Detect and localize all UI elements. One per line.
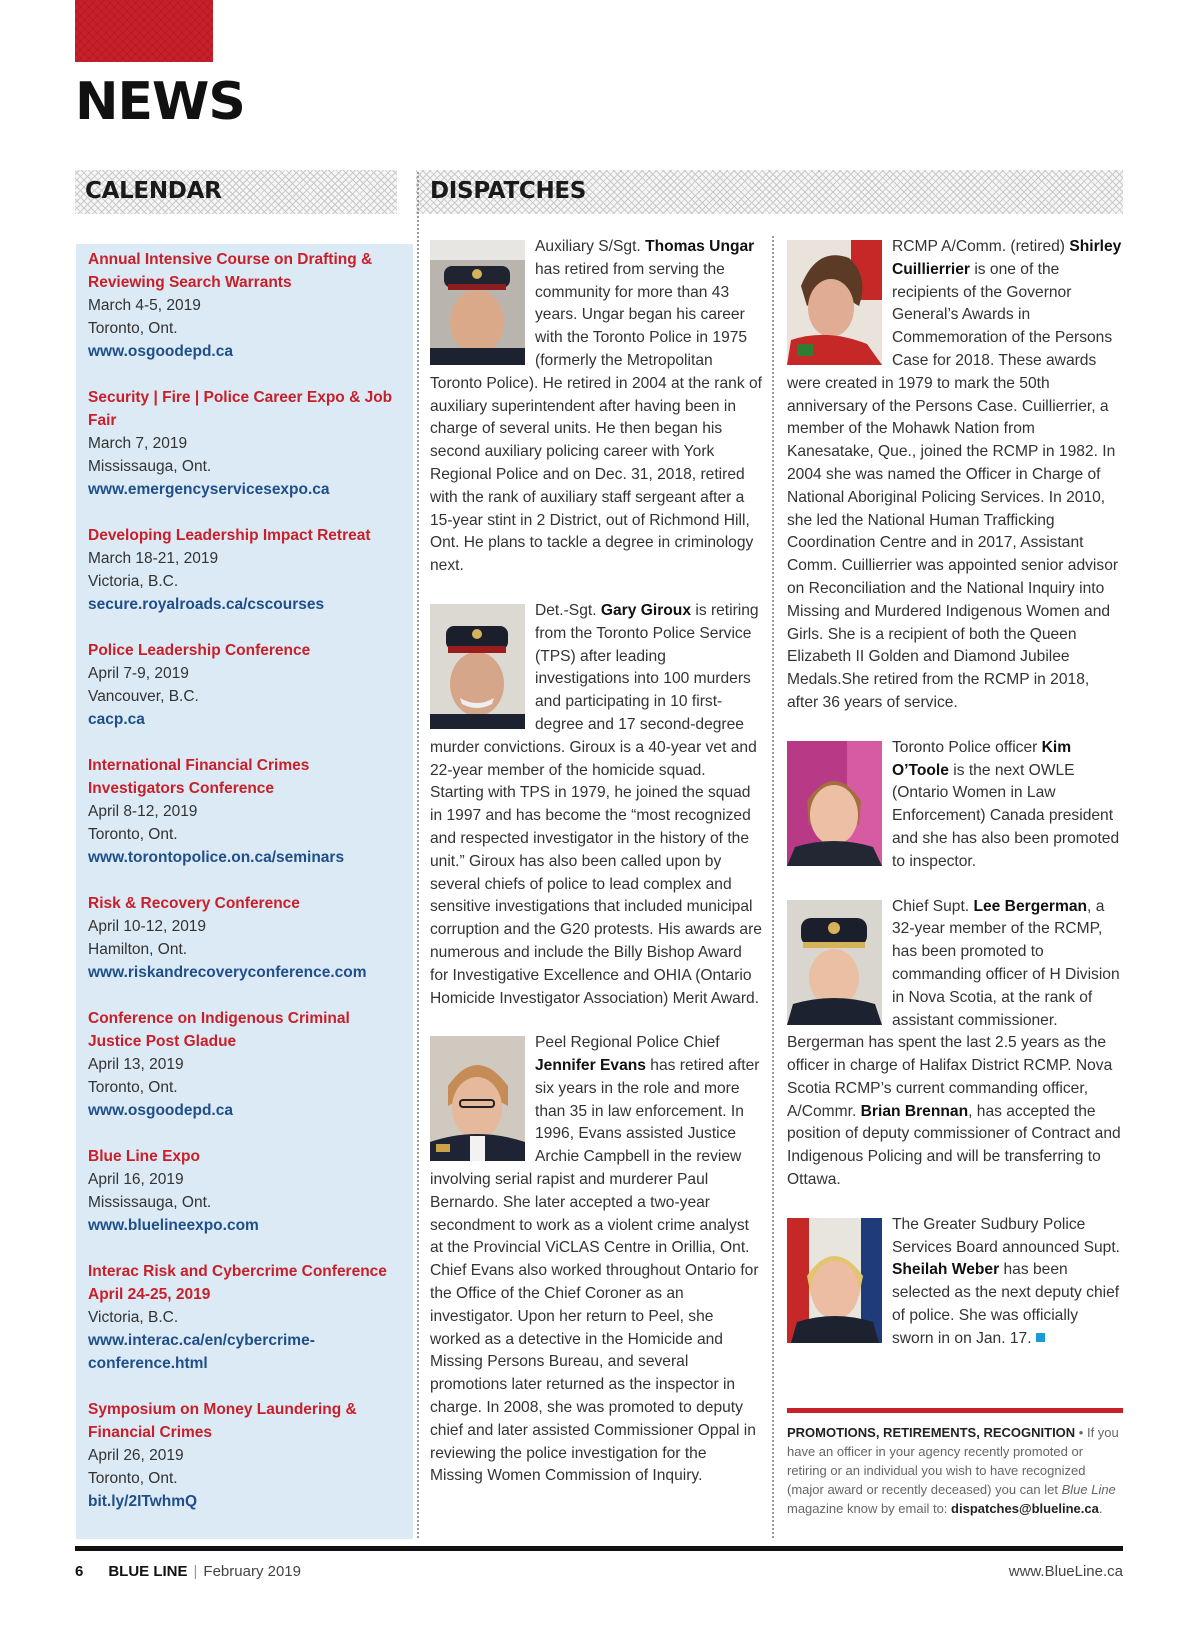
note-period: .: [1098, 1501, 1103, 1516]
dispatch-item: [787, 1214, 1123, 1351]
dispatches-heading: DISPATCHES: [430, 178, 587, 204]
calendar-event: [88, 248, 401, 363]
section-title: NEWS: [75, 72, 245, 132]
dispatch-item: [430, 600, 762, 1010]
dispatch-intro: Auxiliary S/Sgt.: [535, 238, 646, 255]
dispatch-intro: Det.-Sgt.: [535, 601, 601, 619]
dispatch-body: has retired after six years in the role and more than 35 in law enforcement. In 1996, Evans assisted Justice Archie Campbell in the review involving serial rapist and murderer Paul Bernardo. She later accepted a two-year secondment to work as a violent crime analyst at the Provincial ViCLAS Centre in Orillia, Ont. Chief Evans also worked throughout Ontario for the Office of the Chief Coroner as an investigator. Upon her return to Peel, she worked as a detective in the Homicide and Missing Persons Bureau, and several promotions later returned as the inspector in charge. In 2008, she was promoted to deputy chief and later assisted Commissioner Oppal in reviewing the police investigation for the Missing Women Commission of Inquiry.: [430, 1057, 760, 1485]
dispatch-body: has retired from serving the community for more than 43 years. Ungar began his career with the Toronto Police in 1975 (formerly the Metropolitan Toronto Police). He retired in 2004 at the rank of auxiliary superintendent after having been in charge of several units. He then began his second auxiliary policing career with York Regional Police and on Dec. 31, 2018, retired with the rank of auxiliary staff sergeant after a 15-year stint in 2 District, out of Richmond Hill, Ont. He plans to tackle a degree in criminology next.: [430, 260, 762, 575]
section-color-block: [75, 0, 213, 62]
event-date: March 4-5, 2019: [88, 297, 201, 314]
note-heading: PROMOTIONS, RETIREMENTS, RECOGNITION: [787, 1425, 1076, 1440]
event-date: March 18-21, 2019: [88, 550, 219, 567]
dispatch-intro: Peel Regional Police Chief: [535, 1034, 720, 1052]
column-divider-left: [417, 172, 419, 1538]
event-title: Conference on Indigenous Criminal Justice Post Gladue: [88, 1010, 350, 1050]
dispatch-intro: RCMP A/Comm. (retired): [892, 238, 1070, 255]
officer-name: Sheilah Weber: [892, 1261, 1000, 1279]
calendar-panel: [76, 244, 413, 1539]
officer-name-secondary: Brian Brennan: [860, 1102, 969, 1120]
event-date: April 8-12, 2019: [88, 803, 198, 820]
footer-separator: |: [193, 1563, 198, 1580]
note-text: If you have an officer in your agency recently promoted or retiring or an individual you wish to have recognized (major award or recently deceased) you can let: [787, 1425, 1119, 1497]
calendar-event: [88, 892, 401, 984]
dispatches-column-right: [787, 236, 1123, 1373]
officer-photo: [787, 741, 882, 866]
calendar-heading: CALENDAR: [85, 178, 222, 204]
event-title: Security | Fire | Police Career Expo & Job Fair: [88, 389, 393, 429]
dispatch-intro: The Greater Sudbury Police Services Board announced Supt.: [892, 1215, 1120, 1256]
event-link[interactable]: www.osgoodepd.ca: [88, 343, 233, 360]
calendar-event: [88, 386, 401, 501]
event-title: Symposium on Money Laundering & Financial Crimes: [88, 1401, 357, 1441]
event-location: Mississauga, Ont.: [88, 458, 212, 475]
event-location: Vancouver, B.C.: [88, 688, 199, 705]
page-number: 6: [75, 1563, 84, 1580]
dispatch-body: is retiring from the Toronto Police Service (TPS) after leading investigations into 100 murders and participating in 10 first-degree and 17 second-degree murder convictions. Giroux is a 40-year vet and 22-year member of the homicide squad. Starting with TPS in 1979, he joined the squad in 1997 and has become the “most recognized and respected investigator in the history of the unit.” Giroux has also been called upon by several chiefs of police to lead complex and sensitive investigations that included municipal corruption and the G20 protests. His awards are numerous and include the Billy Bishop Award for Investigative Excellence and OHIA (Ontario Homicide Investigator Association) Merit Award.: [430, 601, 762, 1007]
footer-rule: [75, 1546, 1123, 1551]
note-magazine: Blue Line: [1061, 1482, 1116, 1497]
dispatches-column-left: [430, 236, 762, 1510]
event-title: International Financial Crimes Investigators Conference: [88, 757, 310, 797]
article-end-icon: [1036, 1333, 1045, 1342]
officer-name: Shirley Cuillierrier: [892, 238, 1122, 278]
officer-name: Jennifer Evans: [535, 1057, 646, 1075]
officer-name: Kim O’Toole: [892, 738, 1072, 779]
footer-website[interactable]: www.BlueLine.ca: [1008, 1563, 1123, 1580]
calendar-event: [88, 639, 401, 731]
calendar-event: [88, 1145, 401, 1237]
event-link[interactable]: secure.royalroads.ca/cscourses: [88, 596, 325, 613]
event-title: Blue Line Expo: [88, 1148, 200, 1165]
dispatches-header-bar: [416, 170, 1123, 214]
dispatch-item: [787, 737, 1123, 874]
event-title: Annual Intensive Course on Drafting & Reviewing Search Warrants: [88, 251, 373, 291]
magazine-name: BLUE LINE: [108, 1563, 188, 1580]
event-location: Toronto, Ont.: [88, 826, 178, 843]
event-title: Risk & Recovery Conference: [88, 895, 300, 912]
event-link[interactable]: www.riskandrecoveryconference.com: [88, 964, 367, 981]
event-title: Police Leadership Conference: [88, 642, 311, 659]
event-link[interactable]: cacp.ca: [88, 711, 145, 728]
event-title: Interac Risk and Cybercrime Conference April 24-25, 2019: [88, 1263, 387, 1303]
note-bullet: •: [1075, 1425, 1087, 1440]
officer-photo: [430, 604, 525, 729]
event-date: April 10-12, 2019: [88, 918, 207, 935]
event-date: April 13, 2019: [88, 1056, 184, 1073]
event-location: Toronto, Ont.: [88, 1470, 178, 1487]
dispatch-item: [787, 896, 1123, 1192]
dispatch-body: is one of the recipients of the Governor General’s Awards in Commemoration of the Persons Case for 2018. These awards were created in 1979 to mark the 50th anniversary of the Persons Case. Cuillierrier, a member of the Mohawk Nation from Kanesatake, Que., joined the RCMP in 1982. In 2004 she was named the Officer in Charge of National Aboriginal Policing Services. In 2010, she led the National Human Trafficking Coordination Centre and in 2017, Assistant Comm. Cuillierrier was appointed senior advisor on Reconciliation and the National Inquiry into Missing and Murdered Indigenous Women and Girls. She is a recipient of both the Queen Elizabeth II Golden and Diamond Jubilee Medals.She retired from the RCMP in 2018, after 36 years of service.: [787, 260, 1119, 711]
officer-photo: [430, 240, 525, 365]
event-date: March 7, 2019: [88, 435, 188, 452]
dispatch-item: [430, 236, 762, 578]
event-link[interactable]: www.osgoodepd.ca: [88, 1102, 233, 1119]
issue-date: February 2019: [203, 1563, 301, 1580]
dispatch-body: , a 32-year member of the RCMP, has been promoted to commanding officer of H Division in Nova Scotia, at the rank of assistant commissioner. Bergerman has spent the last 2.5 years as the officer in charge of Halifax District RCMP. Nova Scotia RCMP’s current commanding officer, A/Commr.: [787, 897, 1120, 1120]
event-date: April 7-9, 2019: [88, 665, 189, 682]
event-location: Hamilton, Ont.: [88, 941, 188, 958]
officer-photo: [787, 1218, 882, 1343]
submission-note: [787, 1408, 1123, 1518]
column-divider-right: [772, 236, 774, 1538]
calendar-event: [88, 524, 401, 616]
officer-name: Thomas Ungar: [645, 238, 755, 255]
event-location: Victoria, B.C.: [88, 1309, 179, 1326]
submission-email-link[interactable]: dispatches@blueline.ca: [951, 1501, 1099, 1516]
officer-photo: [430, 1036, 525, 1161]
officer-photo: [787, 240, 882, 365]
calendar-event: [88, 754, 401, 869]
dispatch-item: [787, 236, 1123, 715]
event-date: April 16, 2019: [88, 1171, 184, 1188]
event-location: Mississauga, Ont.: [88, 1194, 212, 1211]
event-location: Toronto, Ont.: [88, 320, 178, 337]
dispatch-item: [430, 1032, 762, 1488]
dispatch-body: is the next OWLE (Ontario Women in Law Enforcement) Canada president and she has also been promoted to inspector.: [892, 761, 1120, 870]
event-location: Toronto, Ont.: [88, 1079, 178, 1096]
event-link[interactable]: www.torontopolice.on.ca/seminars: [88, 849, 345, 866]
event-date: April 26, 2019: [88, 1447, 184, 1464]
dispatch-intro: Chief Supt.: [892, 897, 974, 915]
calendar-event: [88, 1007, 401, 1122]
event-link[interactable]: www.emergencyservicesexpo.ca: [88, 481, 330, 498]
event-title: Developing Leadership Impact Retreat: [88, 527, 371, 544]
calendar-event: [88, 1260, 401, 1375]
dispatch-body: has been selected as the next deputy chief of police. She was officially sworn in on Jan. 17.: [892, 1261, 1120, 1347]
calendar-event: [88, 1398, 401, 1513]
officer-photo: [787, 900, 882, 1025]
officer-name: Lee Bergerman: [973, 897, 1088, 915]
note-text-continued: magazine know by email to:: [787, 1501, 952, 1516]
officer-name: Gary Giroux: [600, 601, 692, 619]
dispatch-body-continued: , has accepted the position of deputy commissioner of Contract and Indigenous Policing and will be transferring to Ottawa.: [787, 1102, 1121, 1189]
event-link[interactable]: www.bluelineexpo.com: [88, 1217, 259, 1234]
event-location: Victoria, B.C.: [88, 573, 179, 590]
dispatch-intro: Toronto Police officer: [892, 738, 1042, 756]
event-link[interactable]: www.interac.ca/en/cybercrime-conference.html: [88, 1332, 315, 1372]
calendar-header-bar: [75, 170, 397, 214]
event-link[interactable]: bit.ly/2ITwhmQ: [88, 1493, 198, 1510]
footer-left: [75, 1563, 301, 1580]
